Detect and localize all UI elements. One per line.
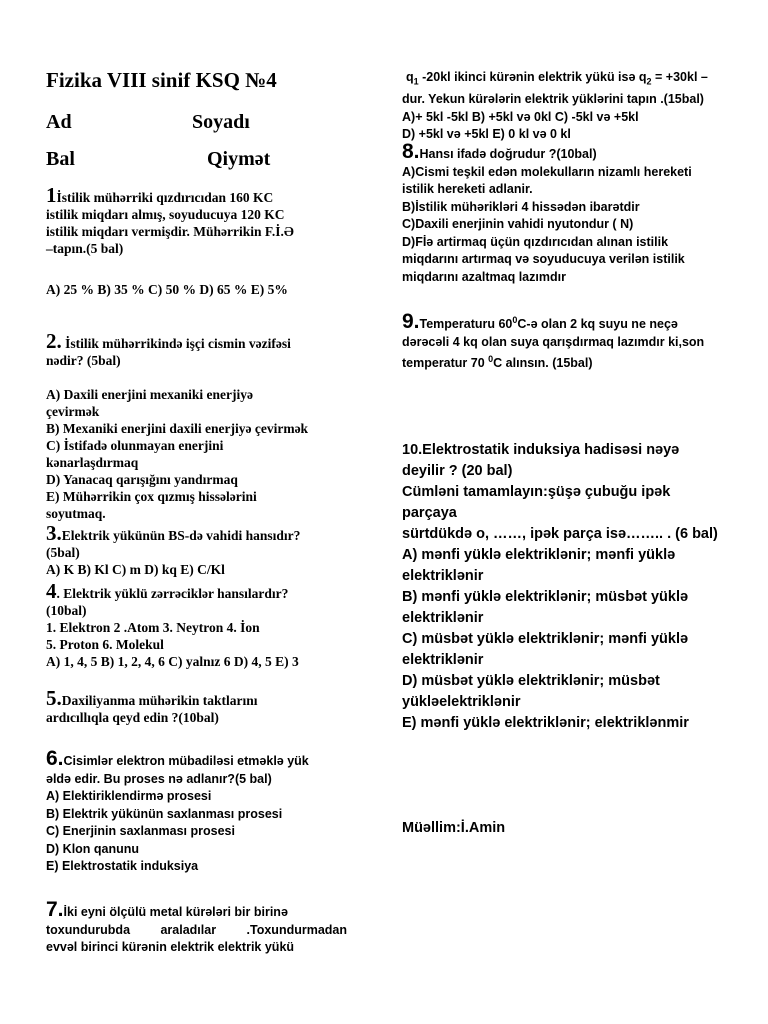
option-line: D) Klon qanunu: [46, 841, 140, 856]
question-line: 5. Proton 6. Molekul: [46, 637, 164, 652]
answer-options: A) 25 % B) 35 % C) 50 % D) 65 % E) 5%: [46, 282, 288, 297]
question-line: parçaya: [402, 505, 457, 521]
option-line: yükləelektriklənir: [402, 694, 521, 710]
option-line: çevirmək: [46, 404, 100, 419]
question-line: = +30kl –: [651, 70, 708, 84]
option-line: C) müsbət yüklə elektriklənir; mənfi yüklə: [402, 631, 689, 647]
option-line: D) Yanacaq qarışığını yandırmaq: [46, 472, 238, 487]
option-line: miqdarını azaltmaq lazımdır: [402, 269, 566, 284]
question-line: Cisimlər elektron mübadiləsi etməklə yük: [63, 754, 309, 768]
option-line: E) mənfi yüklə elektriklənir; elektriklənmir: [402, 715, 689, 731]
question-line: ardıcıllıqla qeyd edin ?(10bal): [46, 710, 219, 725]
question-8: [402, 140, 752, 286]
option-line: C) Enerjinin saxlanması prosesi: [46, 824, 235, 838]
option-line: C)Daxili enerjinin vahidi nyutondur ( N): [402, 217, 634, 231]
question-line: C alınsın. (15bal): [493, 356, 593, 371]
question-line: 1. Elektron 2 .Atom 3. Neytron 4. İon: [46, 620, 260, 635]
question-3: [46, 521, 356, 578]
question-line: evvəl birinci kürənin elektrik elektrik yükü: [46, 940, 295, 954]
option-line: E) Mühərrikin çox qızmış hissələrini: [46, 489, 257, 504]
question-number: 1: [46, 183, 57, 207]
question-9: [402, 312, 752, 373]
question-line: toxundurubda araladılar .Toxundurmadan: [46, 922, 347, 937]
question-line: (10bal): [46, 603, 87, 618]
question-line: temperatur 70: [402, 356, 489, 371]
charge-symbol: q: [406, 70, 414, 84]
question-4: [46, 579, 356, 670]
question-number: 2.: [46, 329, 62, 353]
option-line: elektriklənir: [402, 610, 484, 626]
name-label: Ad: [46, 111, 72, 133]
option-line: B)İstilik mühərikləri 4 hissədən ibarətdir: [402, 199, 640, 214]
question-line: (5bal): [46, 545, 80, 560]
surname-label: Soyadı: [192, 111, 250, 133]
question-number: 9.: [402, 310, 420, 334]
question-2-options: [46, 386, 356, 522]
option-line: A) Daxili enerjini mexaniki enerjiyə: [46, 387, 253, 402]
question-line: istilik miqdarı vermişdir. Mühərrikin F.İ.Ə: [46, 224, 294, 239]
option-line: elektriklənir: [402, 568, 484, 584]
question-line: 10.Elektrostatik induksiya hadisəsi nəyə: [402, 442, 680, 458]
option-line: elektriklənir: [402, 652, 484, 668]
question-line: İstilik mühərrikində işçi cismin vəzifəsi: [61, 336, 291, 351]
question-7-continuation: [402, 69, 752, 144]
option-line: B) Elektrik yükünün saxlanması prosesi: [46, 806, 283, 821]
question-line: Cümləni tamamlayın:şüşə çubuğu ipək: [402, 484, 671, 500]
question-number: 6.: [46, 747, 64, 770]
answer-options: D) +5kl və +5kl E) 0 kl və 0 kl: [402, 127, 571, 141]
subscript: 2: [646, 76, 652, 87]
question-line: Daxiliyanma mühərikin taktlarını: [61, 693, 258, 708]
question-2: [46, 329, 356, 369]
option-line: A) mənfi yüklə elektriklənir; mənfi yüklə: [402, 547, 676, 563]
option-line: B) mənfi yüklə elektriklənir; müsbət yüklə: [402, 589, 689, 605]
question-number: 8.: [402, 140, 420, 163]
question-5: [46, 686, 356, 726]
option-line: A) Elektiriklendirmə prosesi: [46, 789, 212, 803]
question-10: [402, 440, 752, 734]
option-line: miqdarını artırmaq və soyuducuya verilən istilik: [402, 252, 685, 266]
question-line: . Elektrik yüklü zərrəciklər hansılardır?: [56, 586, 289, 601]
question-number: 7.: [46, 898, 64, 921]
question-line: Hansı ifadə doğrudur ?(10bal): [419, 147, 597, 161]
option-line: A)Cismi teşkil edən molekulların nizamlı hereketi: [402, 164, 692, 179]
question-line: –tapın.(5 bal): [46, 241, 124, 256]
teacher-signature: Müəllim:İ.Amin: [402, 820, 506, 836]
option-line: E) Elektrostatik induksiya: [46, 859, 199, 873]
subscript: 1: [413, 76, 419, 87]
question-line: İki eyni ölçülü metal kürələri bir birinə: [63, 905, 288, 919]
question-line: C-ə olan 2 kq suyu ne neçə: [517, 317, 678, 332]
question-number: 3.: [46, 521, 62, 545]
question-line: İstilik mühərriki qızdırıcıdan 160 KC: [56, 190, 274, 205]
answer-options: A)+ 5kl -5kl B) +5kl və 0kl C) -5kl və +5kl: [402, 109, 639, 124]
question-line: -20kl ikinci kürənin elektrik yükü isə q: [418, 70, 647, 84]
question-6: [46, 747, 356, 876]
option-line: istilik hereketi adlanir.: [402, 182, 533, 196]
question-line: dərəcəli 4 kq olan suya qarışdırmaq lazımdır ki,son: [402, 334, 705, 349]
question-number: 5.: [46, 686, 62, 710]
question-7: [46, 898, 347, 957]
option-line: kənarlaşdırmaq: [46, 455, 139, 470]
page-title: Fizika VIII sinif KSQ №4: [46, 68, 277, 92]
question-line: Elektrik yükünün BS-də vahidi hansıdır?: [61, 528, 301, 543]
superscript: 0: [512, 315, 518, 325]
grade-label: Qiymət: [207, 148, 271, 170]
option-line: D) müsbət yüklə elektriklənir; müsbət: [402, 673, 660, 689]
question-line: dur. Yekun kürələrin elektrik yüklərini tapın .(15bal): [402, 92, 704, 106]
question-line: nədir? (5bal): [46, 353, 121, 368]
score-label: Bal: [46, 148, 75, 170]
option-line: C) İstifadə olunmayan enerjini: [46, 438, 224, 453]
question-line: deyilir ? (20 bal): [402, 463, 513, 479]
question-line: əldə edir. Bu proses nə adlanır?(5 bal): [46, 771, 272, 786]
question-number: 4: [46, 579, 57, 603]
option-line: D)Fİə artirmaq üçün qızdırıcıdan alınan istilik: [402, 234, 669, 249]
question-line: istilik miqdarı almış, soyuducuya 120 KC: [46, 207, 285, 222]
answer-options: A) 1, 4, 5 B) 1, 2, 4, 6 C) yalnız 6 D) 4, 5 E) 3: [46, 654, 299, 669]
option-line: B) Mexaniki enerjini daxili enerjiyə çevirmək: [46, 421, 309, 436]
superscript: 0: [488, 354, 494, 365]
question-line: Temperaturu 60: [419, 317, 513, 332]
question-line: sürtdükdə o, ……, ipək parça isə…….. . (6 bal): [402, 526, 718, 542]
question-1: [46, 183, 356, 257]
answer-options: A) K B) Kl C) m D) kq E) C/Kl: [46, 562, 225, 577]
option-line: soyutmaq.: [46, 506, 106, 521]
